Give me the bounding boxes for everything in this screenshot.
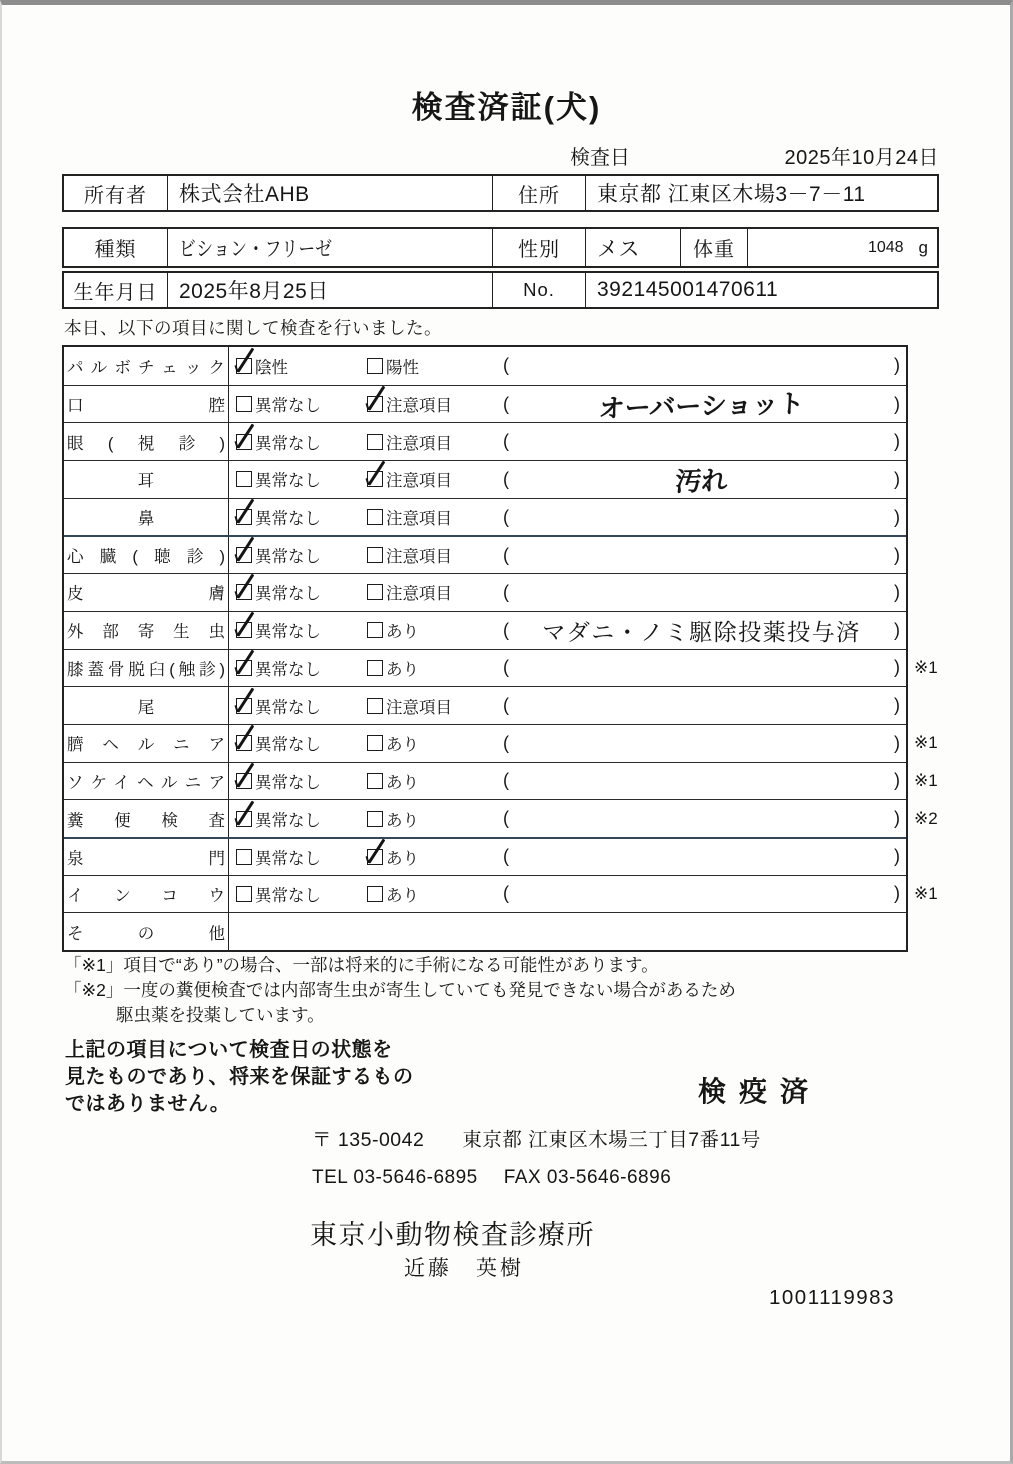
paren-close: ) [894,808,900,829]
check-mark-icon [237,574,254,599]
item-label: 皮膚 [64,574,229,611]
checkbox [236,584,252,600]
check-mark-icon [237,800,254,825]
footnote-2-line1: 「※2」一度の糞便検査では内部寄生虫が寄生していても発見できない場合があるため [64,980,736,1000]
option-no-abnormality: 異常なし [236,430,367,454]
checkbox [367,471,383,487]
row-oral-cavity [64,385,906,423]
address-label: 住所 [492,176,585,210]
check-mark-icon [237,347,254,372]
paren-close: ) [894,581,900,602]
paren-close: ) [894,883,900,904]
microchip-no-label: No. [492,273,585,307]
postal-code: 〒 135-0042 [312,1129,425,1151]
checkbox [236,434,252,450]
paren-open: ( [503,808,509,829]
row-ears [64,460,906,498]
row-parvo-check [64,347,906,385]
birth-table [62,271,939,309]
checkbox [236,622,252,638]
option-no-abnormality: 異常なし [236,845,367,869]
item-label: その他 [64,913,229,950]
checkbox [367,886,383,902]
row-patella [64,649,938,687]
row-heart [64,535,906,573]
owner-label: 所有者 [84,184,147,207]
paren-open: ( [503,393,509,414]
checkbox [236,471,252,487]
option-caution: 注意項目 [367,543,485,567]
clinic-tel-fax [312,1167,671,1189]
check-mark-icon [368,838,385,863]
option-no-abnormality: 異常なし [236,694,367,718]
option-no-abnormality: 異常なし [236,807,367,831]
checkbox [367,434,383,450]
option-no-abnormality: 異常なし [236,467,367,491]
option-caution: 注意項目 [367,467,485,491]
checkbox [367,358,383,374]
statement-line: 見たものであり、将来を保証するもの [65,1066,414,1088]
item-label: 鼻 [64,499,229,536]
check-mark-icon [368,461,385,486]
row-fontanelle [64,837,906,875]
check-mark-icon [237,499,254,524]
sex-label: 性別 [492,229,585,266]
checkbox [367,735,383,751]
item-label: 心臓(聴診) [64,537,229,573]
option-no-abnormality: 異常なし [236,505,367,529]
item-label: 泉門 [64,839,229,875]
option-present: あり [367,731,485,755]
weight-value [747,229,937,266]
inspection-date-label: 検査日 [570,147,630,169]
paren-open: ( [503,355,509,376]
paren-close: ) [894,355,900,376]
checkbox [236,735,252,751]
paren-open: ( [503,770,509,791]
checkbox [236,811,252,827]
check-mark-icon [368,386,385,411]
paren-close: ) [894,506,900,527]
clinic-name: 東京小動物検査診療所 [310,1220,595,1250]
check-mark-icon [237,612,254,637]
paren-close: ) [894,657,900,678]
paren-open: ( [503,506,509,527]
statement-line: ではありません。 [65,1093,231,1115]
row-inkou [64,875,938,913]
checkbox [367,811,383,827]
owner-table [62,174,939,212]
row-external-parasites [64,611,906,649]
paren-close: ) [894,695,900,716]
check-mark-icon [237,537,254,562]
item-label: 耳 [64,461,229,498]
row-tail [64,686,906,724]
paren-close: ) [894,393,900,414]
option-caution: 注意項目 [367,505,485,529]
option-no-abnormality: 異常なし [236,618,367,642]
option-present: あり [367,769,485,793]
paren-open: ( [503,431,509,452]
checkbox [236,773,252,789]
option-no-abnormality: 異常なし [236,769,367,793]
checkbox [236,396,252,412]
item-label: 糞便検査 [64,800,229,837]
footnote-ref: ※1 [914,733,938,753]
item-label: 尾 [64,687,229,724]
option-caution: 注意項目 [367,392,485,416]
row-eyes [64,422,906,460]
checkbox [367,622,383,638]
footnote-2-line2: 駆虫薬を投薬しています。 [116,1005,325,1025]
inspection-date-row [0,141,939,167]
paren-close: ) [894,468,900,489]
row-inguinal-hernia [64,762,938,800]
check-mark-icon [237,649,254,674]
item-label: 眼(視診) [64,423,229,460]
footnote-ref: ※2 [914,808,938,828]
paren-open: ( [503,883,509,904]
checkbox [236,698,252,714]
option-present: あり [367,882,485,906]
checkbox [367,773,383,789]
birthdate-label: 生年月日 [73,281,158,304]
checkbox [367,698,383,714]
weight-number: 1048 [867,238,904,256]
checkbox [236,660,252,676]
option-no-abnormality: 異常なし [236,656,367,680]
checkbox [367,547,383,563]
checkbox [367,584,383,600]
check-mark-icon [237,725,254,750]
option-present: あり [367,845,485,869]
check-mark-icon [237,762,254,787]
breed-label: 種類 [94,239,137,261]
microchip-no-value: 392145001470611 [585,273,937,307]
paren-close: ) [894,431,900,452]
option-present: あり [367,656,485,680]
inspection-date-value: 2025年10月24日 [784,147,939,169]
item-label: ソケイヘルニア [64,763,229,800]
option-caution: 注意項目 [367,430,485,454]
option-negative: 陰性 [236,354,367,378]
row-umbilical-hernia [64,724,938,762]
paren-open: ( [503,468,509,489]
checkbox [367,396,383,412]
option-present: あり [367,618,485,642]
footnote-1: 「※1」項目で“あり”の場合、一部は将来的に手術になる可能性があります。 [64,955,659,975]
option-caution: 注意項目 [367,580,485,604]
tel-number: TEL 03-5646-6895 [312,1167,478,1188]
checkbox [367,849,383,865]
animal-table [62,227,939,268]
breed-value: ビション・フリーゼ [167,229,492,266]
checklist-table [62,345,938,952]
paren-close: ) [894,846,900,867]
footnotes [64,953,904,1028]
row-nose [64,498,906,536]
checkbox [236,358,252,374]
checkbox [236,509,252,525]
option-positive: 陽性 [367,354,485,378]
paren-open: ( [503,619,509,640]
paren-close: ) [894,619,900,640]
veterinarian-name: 近藤 英樹 [404,1257,524,1280]
disclaimer-statement [65,1037,414,1118]
paren-close: ) [894,770,900,791]
paren-open: ( [503,581,509,602]
option-no-abnormality: 異常なし [236,543,367,567]
option-caution: 注意項目 [367,694,485,718]
item-label: パルボチェック [64,347,229,385]
paren-open: ( [503,695,509,716]
clinic-address: 東京都 江東区木場三丁目7番11号 [462,1129,761,1151]
checkbox [367,509,383,525]
row-skin [64,573,906,611]
handwritten-note: 汚れ [674,465,729,497]
statement-line: 上記の項目について検査日の状態を [65,1039,393,1061]
footnote-ref: ※1 [914,883,938,903]
address-value: 東京都 江東区木場3－7－11 [585,176,937,210]
paren-open: ( [503,657,509,678]
footnote-ref: ※1 [914,657,938,677]
document-serial-number: 1001119983 [769,1286,895,1309]
row-other [64,912,906,950]
check-mark-icon [237,687,254,712]
clinic-postal-address [312,1124,761,1152]
checkbox [236,547,252,563]
check-mark-icon [237,423,254,448]
option-no-abnormality: 異常なし [236,580,367,604]
item-label: 臍ヘルニア [64,725,229,762]
sex-value: メス [585,229,680,266]
paren-open: ( [503,732,509,753]
weight-label: 体重 [680,229,747,266]
option-no-abnormality: 異常なし [236,882,367,906]
paren-close: ) [894,544,900,565]
paren-open: ( [503,846,509,867]
item-label: インコウ [64,876,229,913]
intro-text: 本日、以下の項目に関して検査を行いました。 [64,318,442,338]
fax-number: FAX 03-5646-6896 [503,1167,672,1188]
printed-note: マダニ・ノミ駆除投薬投与済 [542,618,861,645]
option-present: あり [367,807,485,831]
item-label: 外部寄生虫 [64,612,229,649]
paren-close: ) [894,732,900,753]
checkbox [367,660,383,676]
birthdate-value: 2025年8月25日 [167,273,492,307]
paren-open: ( [503,544,509,565]
quarantine-stamp: 検疫済 [698,1076,822,1107]
page-title: 検査済証(犬) [411,90,602,125]
row-fecal-exam [64,799,938,837]
weight-unit: g [918,237,928,257]
option-no-abnormality: 異常なし [236,392,367,416]
checkbox [236,886,252,902]
handwritten-note: オーバーショット [597,387,805,424]
owner-value: 株式会社AHB [167,176,492,210]
item-label: 口腔 [64,386,229,423]
option-no-abnormality: 異常なし [236,731,367,755]
footnote-ref: ※1 [914,770,938,790]
item-label: 膝蓋骨脱臼(触診) [64,650,229,687]
checkbox [236,849,252,865]
